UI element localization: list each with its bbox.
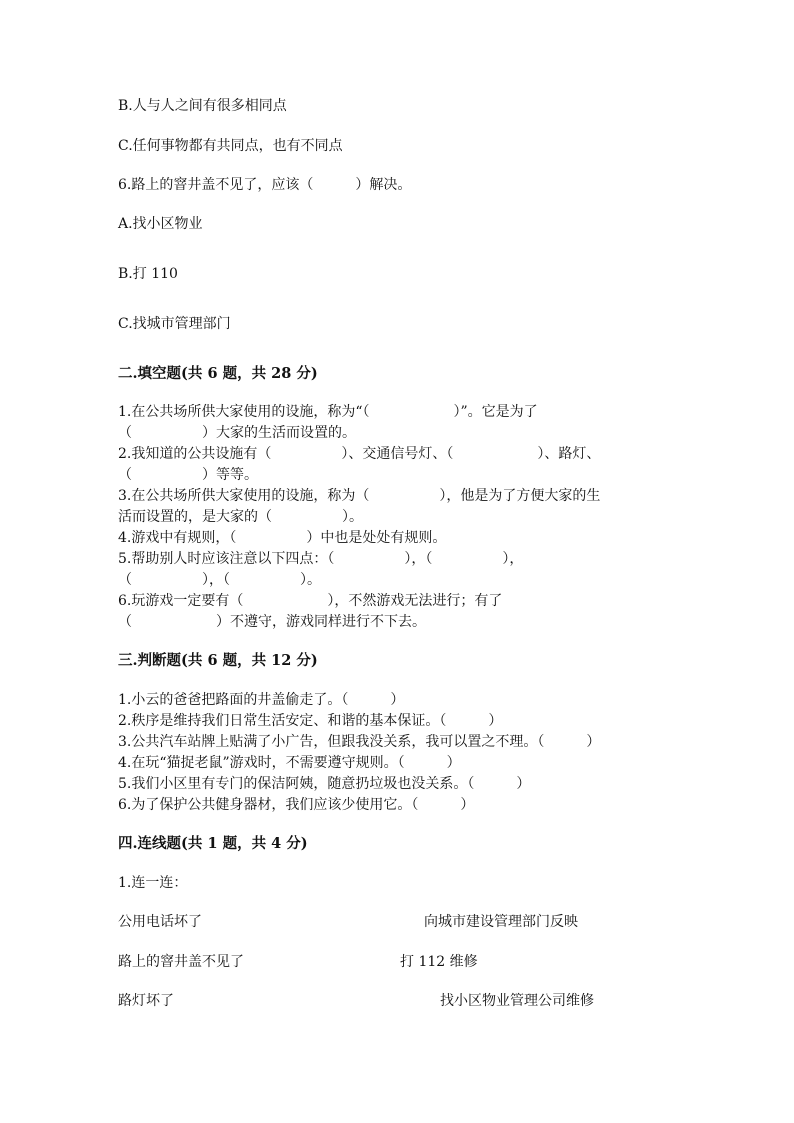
judge-line: 4.在玩“猫捉老鼠”游戏时，不需要遵守规则。（ ） <box>118 755 461 771</box>
q6-option-b: B.打 110 <box>118 266 178 282</box>
q5-option-c: C.任何事物都有共同点，也有不同点 <box>118 138 343 154</box>
judge-line: 1.小云的爸爸把路面的井盖偷走了。（ ） <box>118 692 405 708</box>
fill-line: （ ），（ ）。 <box>118 572 321 588</box>
q6-stem: 6.路上的窨井盖不见了，应该（ ）解决。 <box>118 177 412 193</box>
fill-line: 3.在公共场所供大家使用的设施，称为（ ），他是为了方便大家的生 <box>118 488 601 504</box>
section-title-matching: 四.连线题(共 1 题，共 4 分) <box>118 835 308 852</box>
fill-line: 4.游戏中有规则，（ ）中也是处处有规则。 <box>118 530 447 546</box>
fill-line: （ ）不遵守，游戏同样进行不下去。 <box>118 614 426 630</box>
fill-line: （ ）等等。 <box>118 467 258 483</box>
judge-line: 2.秩序是维持我们日常生活安定、和谐的基本保证。（ ） <box>118 713 503 729</box>
matching-right-item: 打 112 维修 <box>400 954 478 970</box>
judge-line: 5.我们小区里有专门的保洁阿姨，随意扔垃圾也没关系。（ ） <box>118 776 531 792</box>
matching-prompt: 1.连一连： <box>118 875 188 891</box>
fill-line: 6.玩游戏一定要有（ ），不然游戏无法进行；有了 <box>118 593 503 609</box>
judge-line: 6.为了保护公共健身器材，我们应该少使用它。（ ） <box>118 797 475 813</box>
judge-line: 3.公共汽车站牌上贴满了小广告，但跟我没关系，我可以置之不理。（ ） <box>118 734 601 750</box>
matching-right-item: 向城市建设管理部门反映 <box>424 914 578 930</box>
matching-right-item: 找小区物业管理公司维修 <box>440 993 594 1009</box>
q5-option-b: B.人与人之间有很多相同点 <box>118 98 287 114</box>
q6-option-a: A.找小区物业 <box>118 216 203 232</box>
fill-line: （ ）大家的生活而设置的。 <box>118 425 356 441</box>
section-title-fill-blank: 二.填空题(共 6 题，共 28 分) <box>118 365 318 382</box>
section-title-true-false: 三.判断题(共 6 题，共 12 分) <box>118 652 318 669</box>
fill-line: 5.帮助别人时应该注意以下四点：（ ），（ ）， <box>118 551 524 567</box>
matching-left-item: 公用电话坏了 <box>118 914 202 930</box>
q6-option-c: C.找城市管理部门 <box>118 316 231 332</box>
matching-left-item: 路上的窨井盖不见了 <box>118 954 244 970</box>
matching-left-item: 路灯坏了 <box>118 993 174 1009</box>
fill-line: 1.在公共场所供大家使用的设施，称为“（ ）”。它是为了 <box>118 404 538 420</box>
fill-line: 2.我知道的公共设施有（ ）、交通信号灯、（ ）、路灯、 <box>118 446 601 462</box>
fill-line: 活而设置的，是大家的（ ）。 <box>118 509 363 525</box>
